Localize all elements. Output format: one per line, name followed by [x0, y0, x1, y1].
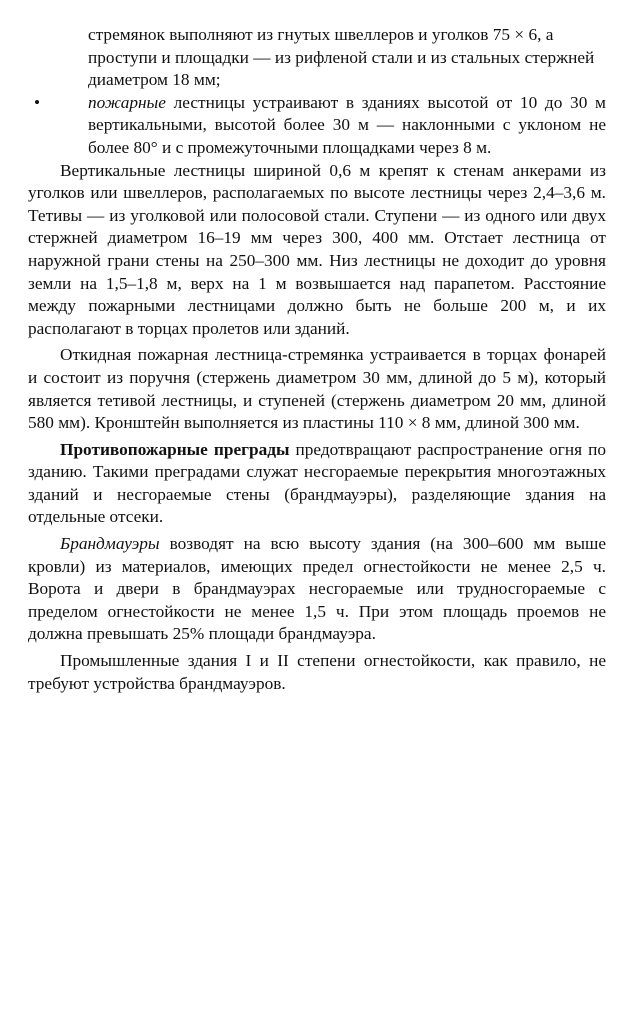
paragraph-text: Откидная пожарная лестница-стремянка устраивается в торцах фонарей и состоит из поручня (стержень диаметром 30 мм, длиной до 5 м), который является тетивой лестницы, и ступеней (стержень диаметром 20 мм, длиной 580 мм). Кронштейн выполняется из пластины 110 × 8 мм, длиной 300 мм.: [28, 345, 606, 433]
term-firewalls: Брандмауэры: [60, 534, 160, 554]
paragraph-text: Вертикальные лестницы шириной 0,6 м крепят к стенам анкерами из уголков или швеллеров, располагаемых по высоте лестницы через 2,4–3,6 м. Тетивы — из уголковой или полосовой стали. Ступени — из одного или двух стержней диаметром 16–19 мм через 300, 400 мм. Отстает лестница от наружной грани стены на 250–300 мм. Низ лестницы не доходит до уровня земли на 1,5–1,8 м, верх на 1 м возвышается над парапетом. Расстояние между пожарными лестницами должно быть не больше 200 м, и их располагают в торцах пролетов или зданий.: [28, 160, 606, 338]
term-fire-barriers: Противопожарные преграды: [60, 439, 290, 459]
paragraph-fire-barriers: [28, 439, 606, 529]
paragraph-text: стремянок выполняют из гнутых швеллеров и уголков 75 × 6, а проступи и площадки — из рифленой стали и из стальных стержней диаметром 18 мм;: [88, 25, 595, 90]
bullet-icon: •: [34, 92, 41, 112]
term-fire-ladders: пожарные: [88, 92, 166, 112]
paragraph-folding-ladder: [28, 344, 606, 434]
paragraph-vertical-ladders: [28, 160, 606, 341]
paragraph-text: предотвращают распространение огня по зданию. Такими преградами служат несгораемые перекрытия многоэтажных зданий и несгораемые стены (брандмауэры), разделяющие здания на отдельные отсеки.: [28, 439, 606, 527]
paragraph-industrial-buildings: [28, 650, 606, 695]
paragraph-text: Промышленные здания I и II степени огнестойкости, как правило, не требуют устройства брандмауэров.: [28, 651, 606, 693]
paragraph-ladder-materials: [28, 24, 606, 92]
page-text: [28, 24, 606, 695]
paragraph-firewalls: [28, 533, 606, 646]
paragraph-text: возводят на всю высоту здания (на 300–600 мм выше кровли) из материалов, имеющих предел огнестойкости не менее 2,5 ч. Ворота и двери в брандмауэрах несгораемые или трудносгораемые с пределом огнестойкости не менее 1,5 ч. При этом площадь проемов не должна превышать 25% площади брандмауэра.: [28, 534, 606, 644]
list-item-fire-ladders: [28, 92, 606, 160]
paragraph-text: лестницы устраивают в зданиях высотой от 10 до 30 м вертикальными, высотой более 30 м — наклонными с уклоном не более 80° и с промежуточными площадками через 8 м.: [88, 92, 606, 157]
